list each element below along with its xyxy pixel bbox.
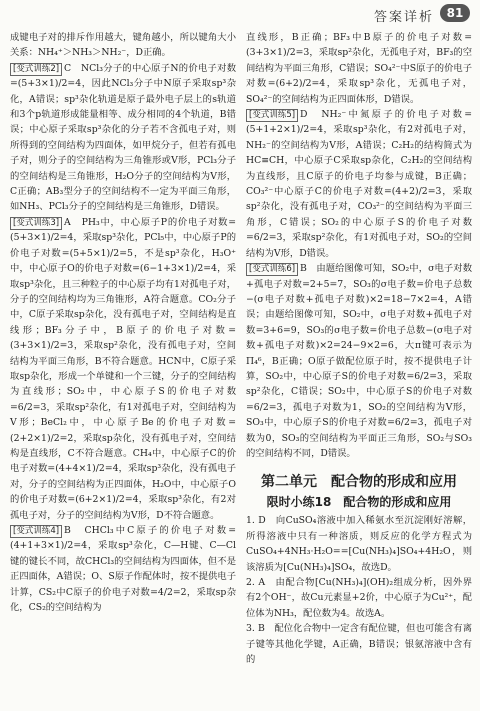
variant-4	[10, 523, 236, 615]
variant-4-text: B CHCl₃中C原子的价电子对数=(4+1+3×1)/2=4，采取sp³杂化，C—H键、C—Cl键的键长不同，故CHCl₃的空间结构为四面体，但不是正四面体，A错误；O、S原子作配体时，按不提供电子计算，CS₂中C原子的价电子对数=4/2=2，采取sp杂化，CS₂的空间结构为	[10, 525, 236, 614]
page-header	[0, 0, 480, 28]
variant-label: [变式训练3]	[10, 217, 62, 230]
variant-label: [变式训练6]	[246, 263, 298, 276]
variant-2	[10, 61, 236, 215]
answer-item: 1. D 向CuSO₄溶液中加入稀氨水至沉淀刚好溶解，所得溶液中只有一种溶质，则反应的化学方程式为CuSO₄+4NH₃·H₂O==[Cu(NH₃)₄]SO₄+4H₂O，则该溶质为[Cu(NH₃)₄]SO₄，故选D。	[246, 515, 472, 573]
unit-title: 第二单元 配合物的形成和应用	[261, 474, 457, 491]
variant-label: [变式训练4]	[10, 525, 62, 538]
variant-label: [变式训练2]	[10, 63, 62, 76]
variant-6-text: B 由题给图像可知，SO₂中，σ电子对数+孤电子对数=2+5=7，SO₃的σ电子数=价电子总数−(σ电子对数+孤电子对数)×2=18−7×2=4，A错误；由题给图像可知，SO₂中，σ电子对数+孤电子对数=3+6=9，SO₃的σ电子数=价电子总数−(σ电子对数+孤电子对数)×2=24−9×2=6，大π键可表示为Π₄⁶，B正确；O原子做配位原子时，按不提供电子计算，SO₂中，中心原子S的价电子对数=6/2=3，采取sp²杂化，C错误；SO₂中，中心原子S的价电子对数=6/2=3，孤电子对数为1，SO₂的空间结构为V形，SO₃中，中心原子S的价电子对数=6/2=3，孤电子对数为0，SO₃的空间结构为平面正三角形，SO₂与SO₃的空间结构不同，D错误。	[246, 263, 472, 459]
header-title: 答案详析	[373, 10, 434, 25]
answer-item: 3. B 配位化合物中一定含有配位键，但也可能含有离子键等其他化学键，A正确，B错误；银氨溶液中含有的	[246, 623, 472, 666]
variant-5	[246, 107, 472, 261]
variant-label: [变式训练5]	[246, 109, 298, 122]
variant-2-text: C NCl₃分子的中心原子N的价电子对数=(5+3×1)/2=4，因此NCl₃分子中N原子采取sp³杂化，A错误；sp³杂化轨道是原子最外电子层上的s轨道和3个p轨道形成能量相等、成分相同的4个轨道，B错误；中心原子采取sp³杂化的分子若不含孤电子对，则所得到的空间结构为四面体，如甲烷分子，但若有孤电子对，则分子的空间结构为三角锥形或V形，PCl₃分子的空间结构是三角锥形，H₂O分子的空间结构为V形，C正确；AB₃型分子的空间结构不一定为平面三角形，如NH₃、PCl₃分子的空间结构是三角锥形，D错误。	[10, 62, 236, 213]
right-column	[246, 30, 472, 667]
left-column	[10, 30, 236, 615]
section-subtitle: 限时小练18 配合物的形成和应用	[266, 495, 452, 510]
answer-item: 2. A 由配合物[Cu(NH₃)₄](OH)₂组成分析，因外界有2个OH⁻，故Cu元素显+2价，中心原子为Cu²⁺，配位体为NH₃，配位数为4。故选A。	[246, 577, 472, 619]
page-number: 81	[440, 4, 470, 22]
variant-5-text: D NH₂⁻中氮原子的价电子对数=(5+1+2×1)/2=4，采取sp³杂化，有2对孤电子对，NH₂⁻的空间结构为V形，A错误；C₂H₂的结构简式为HC≡CH，中心原子C采取sp杂化，C₂H₂的空间结构为直线形，且C原子的价电子均参与成键，B正确；CO₃²⁻中心原子C的价电子对数=(4+2)/2=3，采取sp²杂化，没有孤电子对，CO₃²⁻的空间结构为平面三角形，C错误；SO₂的中心原子S的价电子对数=6/2=3，采取sp²杂化，有1对孤电子对，SO₂的空间结构为V形，D错误。	[246, 109, 472, 259]
paragraph: 成键电子对的排斥作用越大，键角越小，所以键角大小关系：NH₄⁺＞NH₃＞NH₂⁻，D正确。	[10, 32, 236, 59]
variant-3-text: A PH₃中，中心原子P的价电子对数=(5+3×1)/2=4，采取sp³杂化，PCl₅中，中心原子P的价电子对数=(5+5×1)/2=5，不是sp³杂化，H₃O⁺中，中心原子O的价电子对数=(6−1+3×1)/2=4，采取sp³杂化，且三种粒子的中心原子均有1对孤电子对，分子的空间结构均为三角锥形，A符合题意。CO₂分子中，C原子采取sp杂化，没有孤电子对，空间结构是直线形；BF₃分子中，B原子的价电子对数=(3+3×1)/2=3，采取sp²杂化，没有孤电子对，空间结构为平面三角形，B不符合题意。HCN中，C原子采取sp杂化，形成一个单键和一个三键，分子的空间结构为直线形；SO₂中，中心原子S的价电子对数=6/2=3，采取sp²杂化，有1对孤电子对，空间结构为V形；BeCl₂中，中心原子Be的价电子对数=(2+2×1)/2=2，采取sp杂化，没有孤电子对，空间结构是直线形，C不符合题意。CH₄中，中心原子C的价电子对数=(4+4×1)/2=4，采取sp³杂化，没有孤电子对，分子的空间结构为正四面体，H₂O中，中心原子O的价电子对数=(6+2×1)/2=4，采取sp³杂化，有2对孤电子对，分子的空间结构为V形，D不符合题意。	[10, 216, 236, 521]
variant-6	[246, 261, 472, 461]
variant-3	[10, 215, 236, 523]
paragraph: 直线形，B正确；BF₃中B原子的价电子对数=(3+3×1)/2=3，采取sp²杂化，无孤电子对，BF₃的空间结构为平面三角形，C错误；SO₄²⁻中S原子的价电子对数=(6+2)/2=4，采取sp³杂化，无孤电子对，SO₄²⁻的空间结构为正四面体形，D错误。	[246, 32, 472, 105]
